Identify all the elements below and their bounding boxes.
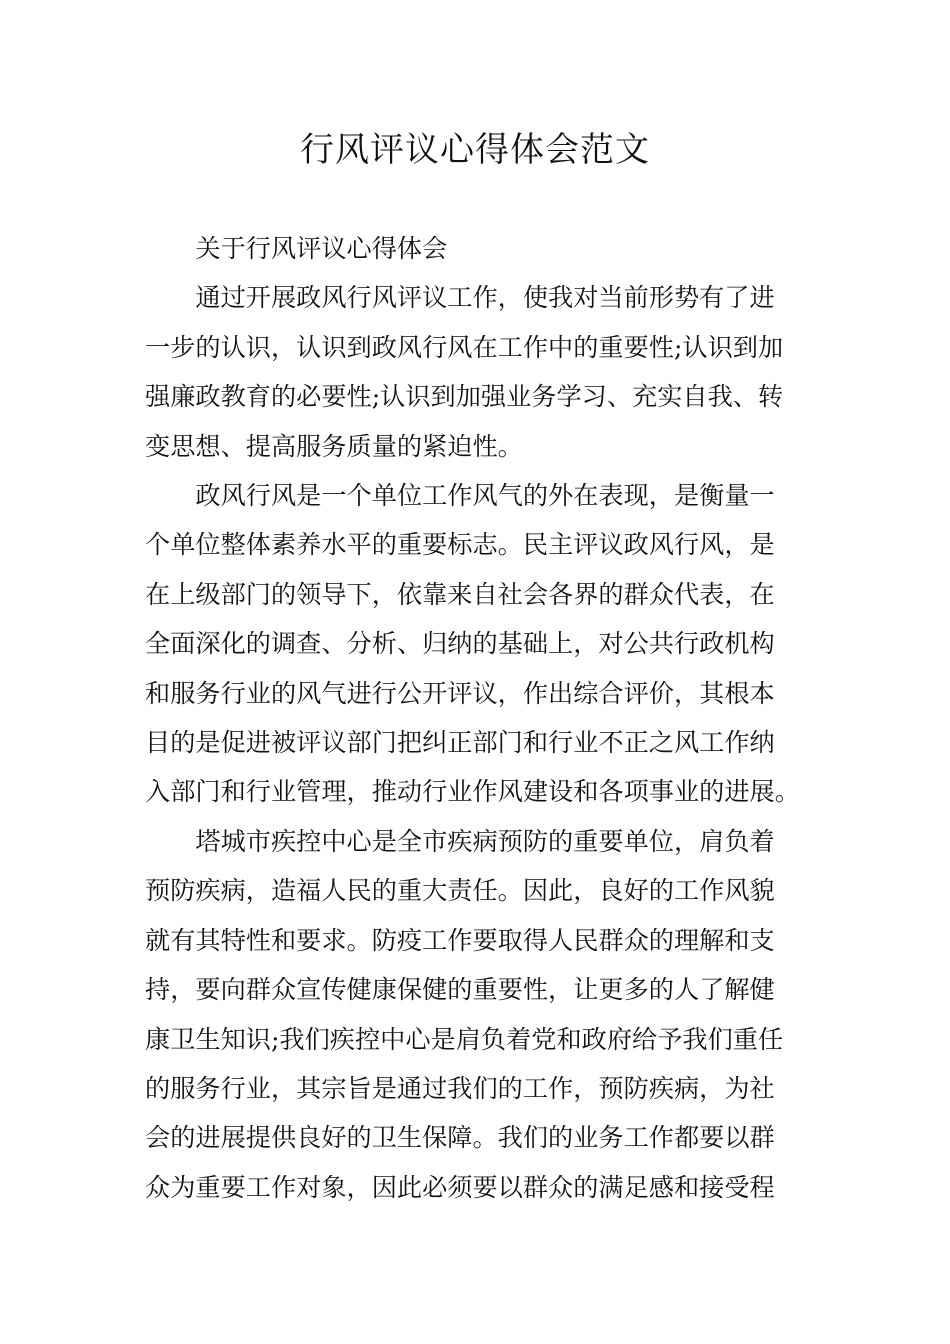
paragraph-line: 持，要向群众宣传健康保健的重要性，让更多的人了解健: [145, 975, 775, 1005]
subtitle-line: 关于行风评议心得体会: [195, 234, 448, 263]
document-body: [145, 224, 809, 1212]
paragraph-line: 全面深化的调查、分析、归纳的基础上，对公共行政机构: [145, 629, 775, 659]
paragraph-line: 在上级部门的领导下，依靠来自社会各界的群众代表，在: [145, 579, 775, 609]
paragraph-line: 强廉政教育的必要性;认识到加强业务学习、充实自我、转: [145, 382, 784, 412]
paragraph-2: [145, 471, 809, 817]
paragraph-line: 目的是促进被评议部门把纠正部门和行业不正之风工作纳: [145, 728, 775, 758]
paragraph-line: 会的进展提供良好的卫生保障。我们的业务工作都要以群: [145, 1123, 775, 1153]
paragraph-line: 就有其特性和要求。防疫工作要取得人民群众的理解和支: [145, 925, 775, 955]
paragraph-line: 一步的认识，认识到政风行风在工作中的重要性;认识到加: [145, 332, 784, 362]
paragraph-line: 预防疾病，造福人民的重大责任。因此，良好的工作风貌: [145, 876, 775, 906]
paragraph-line: 康卫生知识;我们疾控中心是肩负着党和政府给予我们重任: [145, 1024, 784, 1054]
paragraph-line: 和服务行业的风气进行公开评议，作出综合评价，其根本: [145, 678, 775, 708]
document-title: 行风评议心得体会范文: [300, 130, 650, 170]
paragraph-1: [145, 273, 809, 471]
paragraph-line: 入部门和行业管理，推动行业作风建设和各项事业的进展。: [145, 777, 800, 807]
paragraph-line: 众为重要工作对象，因此必须要以群众的满足感和接受程: [145, 1172, 775, 1202]
paragraph-line: 政风行风是一个单位工作风气的外在表现，是衡量一: [195, 481, 775, 511]
paragraph-line: 塔城市疾控中心是全市疾病预防的重要单位，肩负着: [195, 826, 775, 856]
paragraph-line: 通过开展政风行风评议工作，使我对当前形势有了进: [195, 283, 775, 313]
paragraph-line: 的服务行业，其宗旨是通过我们的工作，预防疾病，为社: [145, 1073, 775, 1103]
paragraph-line: 变思想、提高服务质量的紧迫性。: [145, 431, 523, 461]
paragraph-3: [145, 817, 809, 1212]
paragraph-line: 个单位整体素养水平的重要标志。民主评议政风行风，是: [145, 530, 775, 560]
